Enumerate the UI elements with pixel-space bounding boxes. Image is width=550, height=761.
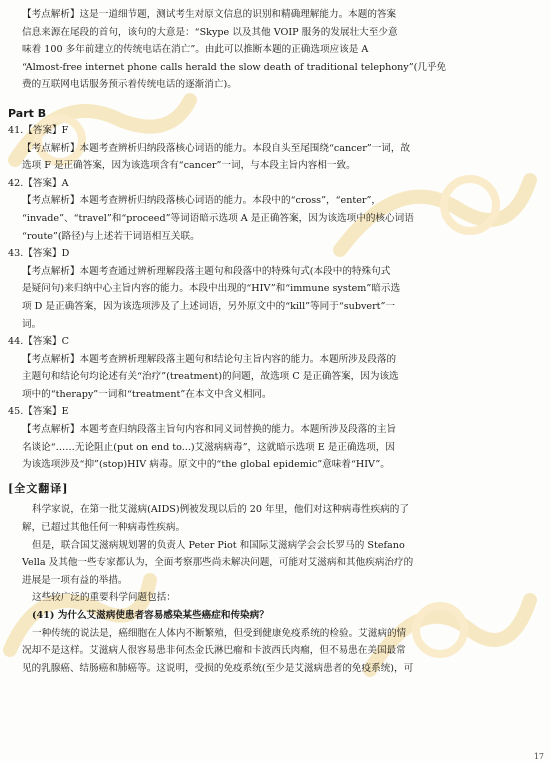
text-line: 词。 (22, 318, 42, 330)
text-line: 选项 F 是正确答案，因为该选项含有“cancer”一词，与本段主旨内容相一致。 (22, 160, 356, 172)
q44-analysis (8, 351, 536, 404)
text-line: 【考点解析】本题考查归纳段落主旨句内容和同义词替换的能力。本题所涉及段落的主旨 (22, 424, 397, 436)
text-line: Vella 及其他一些专家都认为，全面考察那些尚未解决问题，可能对艾滋病和其他疾病治疗的 (22, 557, 414, 569)
q41-answer: 41.【答案】F (8, 124, 69, 136)
part-b-heading: Part B (8, 106, 47, 120)
document-body (8, 6, 536, 677)
text-line: 【考点解析】本题考查通过辨析理解段落主题句和段落中的特殊句式(本段中的特殊句式 (22, 265, 391, 277)
q43-answer: 43.【答案】D (8, 248, 70, 260)
text-line: 信息来源在尾段的首句，该句的大意是：“Skype 以及其他 VOIP 服务的发展壮大至少意 (22, 26, 398, 38)
q41-analysis (8, 140, 536, 175)
text-line: 但是，联合国艾滋病规划署的负责人 Peter Piot 和国际艾滋病学会会长罗马的 Stefano (32, 539, 405, 551)
text-line: 【考点解析】本题考查辨析归纳段落核心词语的能力。本段自头至尾围绕“cancer”一词，故 (22, 142, 411, 154)
text-line: 见的乳腺癌、结肠癌和肺癌等。这说明，受损的免疫系统(至少是艾滋病患者的免疫系统)，可 (22, 662, 414, 674)
q45-answer: 45.【答案】E (8, 406, 69, 418)
text-line: “invade”、“travel”和“proceed”等词语暗示选项 A 是正确答案，因为该选项中的核心词语 (22, 212, 414, 224)
text-line: 为该选项涉及“抑”(stop)HIV 病毒。原文中的“the global epidemic”意味着“HIV”。 (22, 459, 390, 471)
text-line: 是疑问句)来归纳中心主旨内容的能力。本段中出现的“HIV”和“immune system”暗示选 (22, 283, 401, 295)
q44-answer: 44.【答案】C (8, 336, 69, 348)
text-line: 这些较广泛的重要科学问题包括： (32, 592, 176, 604)
text-line: 况却不是这样。艾滋病人很容易患非何杰金氏淋巴瘤和卡波西氏肉瘤，但不易患在美国最常 (22, 645, 406, 657)
text-line: 费的互联网电话服务预示着传统电话的逐渐消亡)。 (22, 79, 237, 91)
text-line: 解，已超过其他任何一种病毒性疾病。 (22, 522, 186, 534)
text-line: 一种传统的说法是，癌细胞在人体内不断繁殖，但受到健康免疫系统的检验。艾滋病的情 (32, 627, 407, 639)
text-line: (41) 为什么艾滋病使患者容易感染某些癌症和传染病？ (32, 610, 269, 621)
q42-answer: 42.【答案】A (8, 177, 69, 189)
q42-analysis (8, 192, 536, 245)
text-line: “Almost-free internet phone calls herald the slow death of traditional telephony”(几乎免 (22, 61, 447, 73)
text-line: 味着 100 多年前建立的传统电话在消亡”。由此可以推断本题的正确选项应该是 A (22, 44, 369, 56)
translation-heading: [全文翻译] (8, 481, 69, 495)
page-number: 17 (533, 752, 544, 761)
text-line: 主题句和结论句均论述有关“治疗”(treatment)的问题，故选项 C 是正确答案，因为该选 (22, 371, 399, 383)
text-line: “route”(路径)与上述若干词语相互关联。 (22, 230, 200, 242)
text-line: 项中的“therapy”一词和“treatment”在本文中含义相同。 (22, 388, 272, 400)
text-line: 名谈论“……无论阻止(put on end to...)艾滋病病毒”，这就暗示选项 E 是正确选项，因 (22, 441, 395, 453)
text-line: 【考点解析】这是一道细节题，测试考生对原文信息的识别和精确理解能力。本题的答案 (22, 9, 397, 20)
q43-analysis (8, 263, 536, 333)
q40-analysis (8, 6, 536, 94)
translation-body (8, 501, 536, 677)
text-line: 【考点解析】本题考查辨析归纳段落核心词语的能力。本段中的“cross”，“enter”， (22, 195, 381, 207)
text-line: 进展是一项有益的举措。 (22, 574, 128, 586)
text-line: 项 D 是正确答案，因为该选项涉及了上述词语，另外原文中的“kill”等同于“subvert”一 (22, 300, 396, 312)
text-line: 科学家说，在第一批艾滋病(AIDS)例被发现以后的 20 年里，他们对这种病毒性疾病的了 (32, 504, 409, 516)
text-line: 【考点解析】本题考查辨析理解段落主题句和结论句主旨内容的能力。本题所涉及段落的 (22, 353, 397, 365)
q45-analysis (8, 421, 536, 474)
